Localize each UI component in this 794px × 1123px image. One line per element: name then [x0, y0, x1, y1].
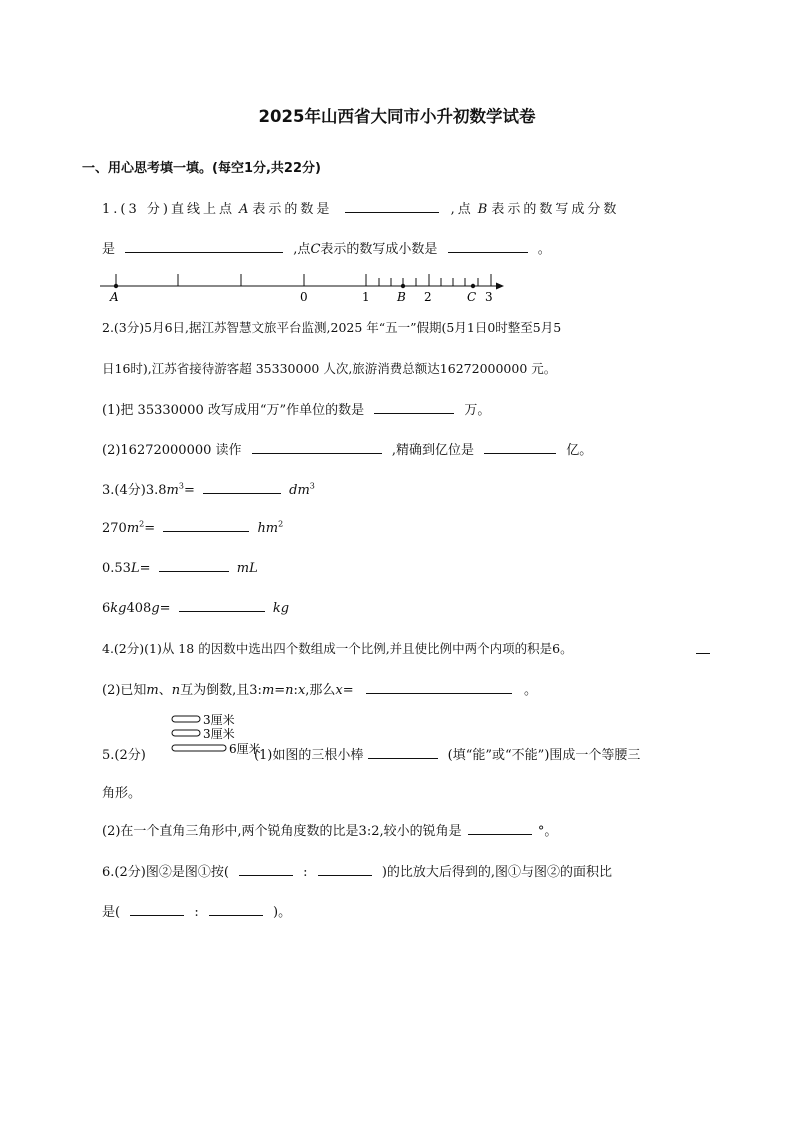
q2-sub1: [102, 399, 490, 418]
q3-unit: kg: [272, 601, 290, 616]
var-b: B: [477, 202, 488, 217]
answer-blank[interactable]: [203, 481, 281, 494]
var-x: x: [335, 683, 343, 698]
q4-line1: [102, 639, 573, 657]
q3-exp: 3: [309, 481, 315, 491]
q3-row4: [102, 599, 289, 616]
answer-blank[interactable]: [163, 519, 249, 532]
label-b: B: [397, 290, 406, 304]
page-title: 2025年山西省大同市小升初数学试卷: [258, 107, 536, 126]
answer-blank[interactable]: [252, 441, 382, 454]
q3-exp: 2: [278, 519, 284, 529]
var-c: C: [310, 242, 321, 257]
q1-text: 表示的数写成分数: [491, 202, 620, 217]
q3-value: 408: [126, 601, 152, 616]
q2-text: ,精确到亿位是: [391, 443, 474, 458]
q3-unit: g: [151, 601, 160, 616]
q4-text: 互为倒数,且3:: [180, 683, 262, 698]
q3-row3: [102, 559, 258, 576]
answer-blank[interactable]: [374, 401, 454, 414]
q2-text: (1)把 35330000 改写成用“万”作单位的数是: [102, 403, 365, 418]
number-line: [96, 266, 516, 306]
answer-blank[interactable]: [484, 441, 556, 454]
q3-unit: m: [166, 483, 179, 498]
q6-text: :: [194, 905, 199, 920]
q1-text: 表示的数是: [252, 202, 333, 217]
q1-text: 表示的数写成小数是: [320, 242, 438, 257]
q1-line2: [102, 238, 551, 257]
section-heading: 一、用心思考填一填。(每空1分,共22分): [82, 161, 321, 176]
q3-prefix: 3.(4分): [102, 483, 146, 498]
q3-eq: =: [159, 601, 171, 616]
q3-unit: m: [126, 521, 140, 536]
q6-text: 6.(2分)图②是图①按(: [102, 865, 229, 880]
answer-blank[interactable]: [448, 240, 528, 253]
q5-text: °。: [537, 824, 558, 839]
q1-text: 。: [537, 242, 551, 257]
q2-text: (2)16272000000 读作: [102, 443, 242, 458]
point-b: [401, 284, 405, 288]
var-n: n: [171, 683, 181, 698]
q3-value: 270: [102, 521, 127, 536]
q2-text: 亿。: [566, 443, 593, 458]
answer-blank[interactable]: [179, 599, 265, 612]
var-m: m: [146, 683, 159, 698]
answer-blank[interactable]: [468, 822, 532, 835]
q1-text: 1.(3 分)直线上点: [102, 202, 235, 217]
answer-blank[interactable]: [239, 863, 293, 876]
stick-1: [172, 716, 200, 722]
q3-unit: L: [130, 561, 140, 576]
q1-line1: [102, 198, 619, 217]
q3-unit: kg: [110, 601, 127, 616]
point-a: [114, 284, 118, 288]
answer-blank[interactable]: [318, 863, 372, 876]
q4-text: =: [274, 683, 286, 698]
q2-line2: 日16时),江苏省接待游客超 35330000 人次,旅游消费总额达16272000000 元。: [102, 361, 557, 376]
q3-unit: mL: [236, 561, 258, 576]
q2-text: 万。: [464, 403, 491, 418]
q1-text: ,点: [293, 242, 311, 257]
q1-text: ,点: [450, 202, 474, 217]
label-3: 3: [485, 290, 493, 304]
q3-exp: 2: [139, 519, 145, 529]
q5-text: (2)在一个直角三角形中,两个锐角度数的比是3:2,较小的锐角是: [102, 824, 462, 839]
q3-eq: =: [139, 561, 151, 576]
stick-2: [172, 730, 200, 736]
q5-text: 5.(2分): [102, 748, 146, 763]
q6-text: )的比放大后得到的,图①与图②的面积比: [381, 865, 613, 880]
var-x: x: [297, 683, 306, 698]
stick-1-label: 3厘米: [203, 713, 235, 727]
q3-value: 3.8: [145, 483, 167, 498]
q3-value: 6: [102, 601, 111, 616]
q6-text: :: [303, 865, 308, 880]
q5-sub2: [102, 820, 557, 839]
q4-text: :: [293, 683, 298, 698]
q5-text: (1)如图的三根小棒: [253, 748, 364, 763]
answer-blank[interactable]: [366, 681, 512, 694]
q4-text: ,那么: [305, 683, 336, 698]
q5-line1: [102, 744, 640, 763]
q6-text: 是(: [102, 905, 121, 920]
q6-line2: [102, 901, 291, 920]
q4-text: =: [342, 683, 354, 698]
q2-sub2: [102, 439, 592, 458]
label-2: 2: [424, 290, 432, 304]
answer-blank[interactable]: [159, 559, 229, 572]
q4-text: 。: [523, 683, 537, 698]
q2-line1: 2.(3分)5月6日,据江苏智慧文旅平台监测,2025 年“五一”假期(5月1日0时整至5月5: [102, 320, 562, 335]
answer-blank[interactable]: [125, 240, 283, 253]
answer-blank[interactable]: [209, 903, 263, 916]
q4-text: 、: [158, 683, 172, 698]
q4-text: 4.(2分)(1)从 18 的因数中选出四个数组成一个比例,并且使比例中两个内项的积是6。: [102, 641, 573, 656]
q6-line1: [102, 861, 612, 880]
label-c: C: [467, 290, 477, 304]
q3-value: 0.53: [102, 561, 131, 576]
q5-text: (填“能”或“不能”)围成一个等腰三: [447, 748, 641, 763]
answer-blank[interactable]: [130, 903, 184, 916]
q3-eq: =: [183, 483, 195, 498]
q6-text: )。: [273, 905, 292, 920]
answer-blank[interactable]: [345, 200, 439, 213]
q5-line2: 角形。: [102, 786, 142, 801]
q3-row1: [102, 479, 315, 498]
q3-unit: hm: [257, 521, 279, 536]
q3-row2: [102, 519, 283, 536]
var-a: A: [238, 202, 249, 217]
q3-unit: dm: [289, 483, 310, 498]
label-1: 1: [362, 290, 370, 304]
q3-eq: =: [144, 521, 156, 536]
point-c: [471, 284, 475, 288]
stick-2-label: 3厘米: [203, 727, 235, 741]
answer-blank[interactable]: [696, 641, 710, 654]
answer-blank[interactable]: [368, 746, 438, 759]
q4-line2: [102, 679, 537, 698]
q3-exp: 3: [178, 481, 184, 491]
var-n: n: [285, 683, 294, 698]
label-0: 0: [300, 290, 308, 304]
stick-3-label: 6厘米: [229, 742, 261, 754]
q1-text: 是: [102, 242, 116, 257]
var-m: m: [261, 683, 275, 698]
q4-text: (2)已知: [102, 683, 147, 698]
label-a: A: [110, 290, 119, 304]
